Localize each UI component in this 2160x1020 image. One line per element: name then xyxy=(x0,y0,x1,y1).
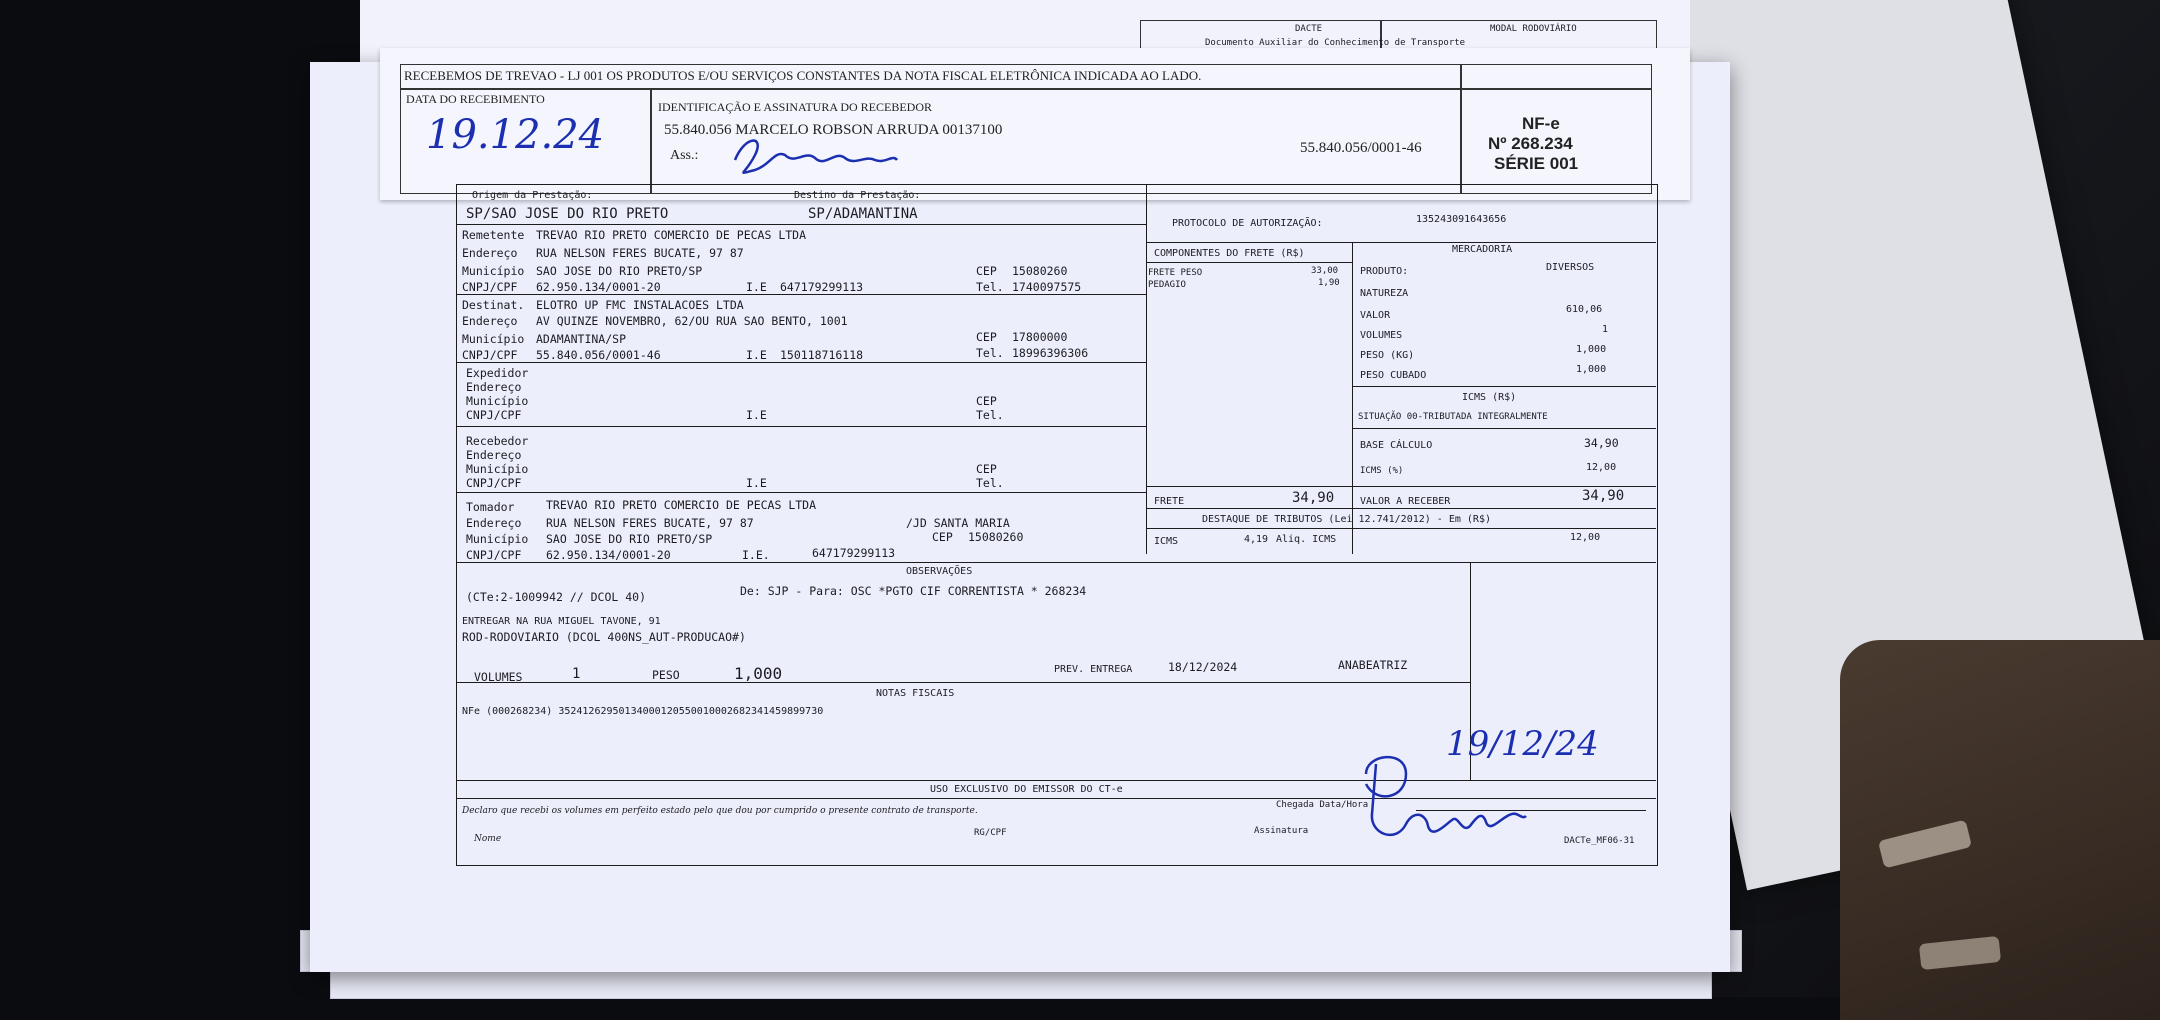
dest-value: SP/ADAMANTINA xyxy=(808,206,918,222)
recebedor-tel-label: Tel. xyxy=(976,476,1004,490)
expedidor-ie-label: I.E xyxy=(746,408,767,422)
obs-line1b: De: SJP - Para: OSC *PGTO CIF CORRENTISTA * 268234 xyxy=(740,584,1087,598)
footer-code: DACTe_MF06-31 xyxy=(1564,836,1635,846)
recebedor-cep-label: CEP xyxy=(976,462,997,476)
recebedor-cnpj-label: CNPJ/CPF xyxy=(466,476,522,490)
dacte-form xyxy=(456,184,1672,864)
destinatario-label: Destinat. xyxy=(462,298,525,312)
receipt-date-label: DATA DO RECEBIMENTO xyxy=(406,92,545,106)
obs-peso-value: 1,000 xyxy=(734,664,783,683)
volumes-label: VOLUMES xyxy=(1360,330,1403,341)
recebedor-mun-label: Município xyxy=(466,462,529,476)
tomador-cnpj-label: CNPJ/CPF xyxy=(466,548,522,562)
peso-label: PESO (KG) xyxy=(1360,350,1415,361)
receipt-stub xyxy=(380,48,1690,200)
remetente-cep-label: CEP xyxy=(976,264,997,278)
icms-pct-label: ICMS (%) xyxy=(1360,466,1404,476)
mercadoria-title: MERCADORIA xyxy=(1452,244,1513,255)
expedidor-label: Expedidor xyxy=(466,366,529,380)
receipt-signature xyxy=(725,130,905,180)
uso-exclusivo-title: USO EXCLUSIVO DO EMISSOR DO CT-e xyxy=(930,784,1123,795)
destinatario-tel: 18996396306 xyxy=(1012,346,1089,360)
tomador-name: TREVAO RIO PRETO COMERCIO DE PECAS LTDA xyxy=(546,498,817,512)
nfe-series: SÉRIE 001 xyxy=(1494,154,1579,173)
componente-value: 33,00 xyxy=(1311,266,1339,276)
expedidor-cep-label: CEP xyxy=(976,394,997,408)
recipient-line: 55.840.056 MARCELO ROBSON ARRUDA 00137100 xyxy=(664,122,1003,138)
dest-label: Destino da Prestação: xyxy=(794,190,921,201)
destinatario-endereco: AV QUINZE NOVEMBRO, 62/OU RUA SAO BENTO, 1001 xyxy=(536,314,848,328)
handwritten-date-bottom: 19/12/24 xyxy=(1446,724,1599,764)
nome-label: Nome xyxy=(474,834,502,844)
receipt-header: RECEBEMOS DE TREVAO - LJ 001 OS PRODUTOS E/OU SERVIÇOS CONSTANTES DA NOTA FISCAL ELETRÔNICA INDICADA AO LADO. xyxy=(404,68,1202,83)
destinatario-ie: 150118716118 xyxy=(780,348,864,362)
assinatura-label: Assinatura xyxy=(1254,826,1309,836)
remetente-cnpj-label: CNPJ/CPF xyxy=(462,280,518,294)
natureza-label: NATUREZA xyxy=(1360,288,1409,299)
notas-title: NOTAS FISCAIS xyxy=(876,688,955,699)
frete-label: FRETE xyxy=(1154,496,1185,507)
background-bag xyxy=(1840,640,2160,1020)
obs-line2: ENTREGAR NA RUA MIGUEL TAVONE, 91 xyxy=(462,616,661,627)
remetente-end-label: Endereço xyxy=(462,246,518,260)
produto-label: PRODUTO: xyxy=(1360,266,1409,277)
produto-value: DIVERSOS xyxy=(1546,262,1595,273)
remetente-municipio: SAO JOSE DO RIO PRETO/SP xyxy=(536,264,703,278)
destinatario-mun-label: Município xyxy=(462,332,525,346)
expedidor-end-label: Endereço xyxy=(466,380,522,394)
notas-line: NFe (000268234) 35241262950134000120550010002682341459899730 xyxy=(462,706,824,717)
peso-value: 1,000 xyxy=(1576,344,1607,355)
destinatario-municipio: ADAMANTINA/SP xyxy=(536,332,627,346)
expedidor-cnpj-label: CNPJ/CPF xyxy=(466,408,522,422)
destinatario-end-label: Endereço xyxy=(462,314,518,328)
tomador-ie-label: I.E. xyxy=(742,548,770,562)
tomador-endereco: RUA NELSON FERES BUCATE, 97 87 xyxy=(546,516,754,530)
remetente-mun-label: Município xyxy=(462,264,525,278)
destinatario-ie-label: I.E xyxy=(746,348,767,362)
modal-label: MODAL RODOVIÁRIO xyxy=(1490,24,1577,34)
remetente-ie-label: I.E xyxy=(746,280,767,294)
remetente-endereco: RUA NELSON FERES BUCATE, 97 87 xyxy=(536,246,744,260)
ass-label: Ass.: xyxy=(670,148,699,163)
tomador-label: Tomador xyxy=(466,500,515,514)
remetente-cep: 15080260 xyxy=(1012,264,1068,278)
remetente-label: Remetente xyxy=(462,228,525,242)
recebedor-end-label: Endereço xyxy=(466,448,522,462)
componente-label: FRETE PESO xyxy=(1148,268,1203,278)
destinatario-cnpj-label: CNPJ/CPF xyxy=(462,348,518,362)
destinatario-cep-label: CEP xyxy=(976,330,997,344)
recebedor-ie-label: I.E xyxy=(746,476,767,490)
destinatario-cep: 17800000 xyxy=(1012,330,1068,344)
obs-volumes-value: 1 xyxy=(572,666,581,682)
tomador-cnpj: 62.950.134/0001-20 xyxy=(546,548,671,562)
obs-user: ANABEATRIZ xyxy=(1338,658,1408,672)
volumes-value: 1 xyxy=(1602,324,1609,335)
destinatario-name: ELOTRO UP FMC INSTALACOES LTDA xyxy=(536,298,744,312)
prev-entrega-label: PREV. ENTREGA xyxy=(1054,664,1133,675)
nfe-number: Nº 268.234 xyxy=(1488,134,1573,153)
expedidor-mun-label: Município xyxy=(466,394,529,408)
frete-value: 34,90 xyxy=(1292,490,1335,506)
base-value: 34,90 xyxy=(1584,436,1619,450)
remetente-tel: 1740097575 xyxy=(1012,280,1082,294)
origin-label: Origem da Prestação: xyxy=(472,190,593,201)
obs-title: OBSERVAÇÕES xyxy=(906,566,973,577)
dacte-subtitle: Documento Auxiliar do Conhecimento de Transporte xyxy=(1205,38,1466,48)
obs-volumes-label: VOLUMES xyxy=(474,670,523,684)
receber-label: VALOR A RECEBER xyxy=(1360,496,1451,507)
declaro-text: Declaro que recebi os volumes em perfeito estado pelo que dou por cumprido o presente contrato de transporte. xyxy=(462,806,978,816)
tributos-icms-value: 4,19 xyxy=(1244,534,1269,545)
handwritten-date: 19.12.24 xyxy=(426,112,605,158)
remetente-cnpj: 62.950.134/0001-20 xyxy=(536,280,661,294)
tomador-ie: 647179299113 xyxy=(812,546,896,560)
icms-pct-value: 12,00 xyxy=(1586,462,1617,473)
icms-title: ICMS (R$) xyxy=(1462,392,1517,403)
recebedor-label: Recebedor xyxy=(466,434,529,448)
chegada-label: Chegada Data/Hora xyxy=(1276,800,1369,810)
remetente-name: TREVAO RIO PRETO COMERCIO DE PECAS LTDA xyxy=(536,228,807,242)
receipt-id-label: IDENTIFICAÇÃO E ASSINATURA DO RECEBEDOR xyxy=(658,100,933,114)
tomador-cep: 15080260 xyxy=(968,530,1024,544)
obs-line1: (CTe:2-1009942 // DCOL 40) xyxy=(466,590,647,604)
tomador-cep-label: CEP xyxy=(932,530,953,544)
cubado-value: 1,000 xyxy=(1576,364,1607,375)
receipt-cnpj: 55.840.056/0001-46 xyxy=(1300,140,1422,156)
base-label: BASE CÁLCULO xyxy=(1360,440,1433,451)
obs-peso-label: PESO xyxy=(652,668,680,682)
componentes-title: COMPONENTES DO FRETE (R$) xyxy=(1154,248,1305,259)
dacte-label: DACTE xyxy=(1295,24,1323,34)
rg-label: RG/CPF xyxy=(974,828,1007,838)
cubado-label: PESO CUBADO xyxy=(1360,370,1427,381)
destinatario-tel-label: Tel. xyxy=(976,346,1004,360)
tomador-end-label: Endereço xyxy=(466,516,522,530)
icms-situacao: SITUAÇÃO 00-TRIBUTADA INTEGRALMENTE xyxy=(1358,412,1548,422)
protocol-value: 135243091643656 xyxy=(1416,214,1507,225)
nfe-title: NF-e xyxy=(1522,114,1560,133)
recipient-signature xyxy=(1336,744,1536,854)
valor-label: VALOR xyxy=(1360,310,1391,321)
tomador-bairro: /JD SANTA MARIA xyxy=(906,516,1010,530)
tributos-aliq-label: Aliq. ICMS xyxy=(1276,534,1337,545)
expedidor-tel-label: Tel. xyxy=(976,408,1004,422)
origin-value: SP/SAO JOSE DO RIO PRETO xyxy=(466,206,669,222)
protocol-label: PROTOCOLO DE AUTORIZAÇÃO: xyxy=(1172,218,1323,229)
componente-value: 1,90 xyxy=(1318,278,1340,288)
tomador-mun-label: Município xyxy=(466,532,529,546)
destinatario-cnpj: 55.840.056/0001-46 xyxy=(536,348,661,362)
tributos-icms-label: ICMS xyxy=(1154,536,1179,547)
receber-value: 34,90 xyxy=(1582,488,1625,504)
prev-entrega-value: 18/12/2024 xyxy=(1168,660,1238,674)
tomador-municipio: SAO JOSE DO RIO PRETO/SP xyxy=(546,532,713,546)
obs-line3: ROD-RODOVIARIO (DCOL 400NS_AUT-PRODUCAO#) xyxy=(462,630,746,644)
tributos-aliq-value: 12,00 xyxy=(1570,532,1601,543)
tributos-title: DESTAQUE DE TRIBUTOS (Lei 12.741/2012) - Em (R$) xyxy=(1202,514,1491,525)
componente-label: PEDAGIO xyxy=(1148,280,1186,290)
valor-value: 610,06 xyxy=(1566,304,1603,315)
remetente-tel-label: Tel. xyxy=(976,280,1004,294)
remetente-ie: 647179299113 xyxy=(780,280,864,294)
